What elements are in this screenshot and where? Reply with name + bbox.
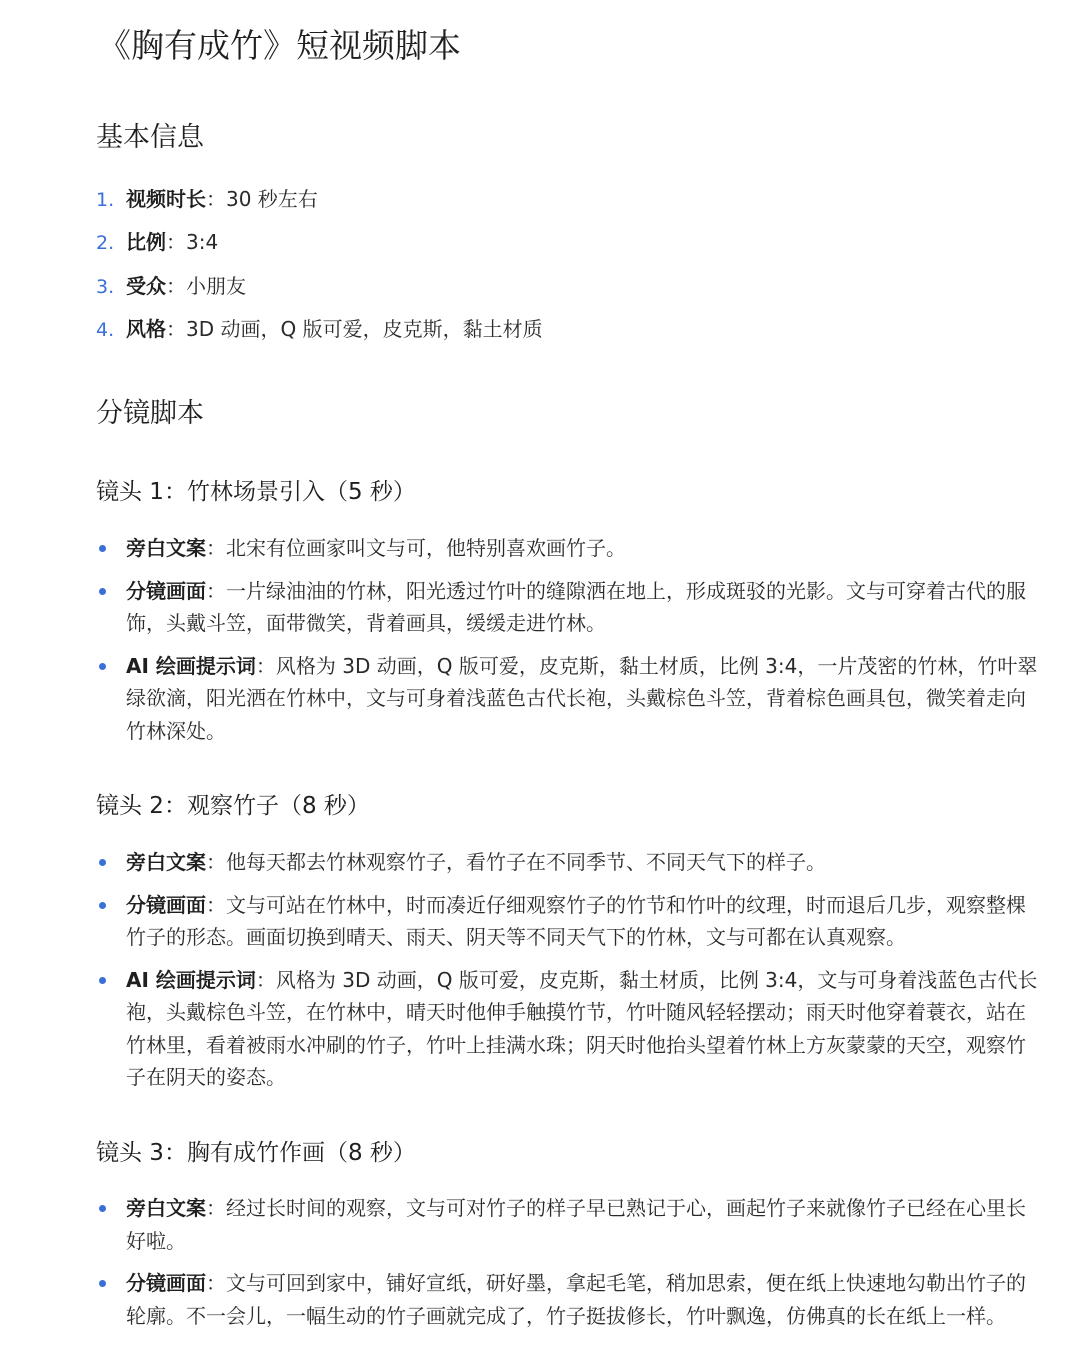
list-item [96, 1267, 1040, 1332]
item-text: 风格为 3D 动画，Q 版可爱，皮克斯，黏土材质，比例 3:4，一片茂密的竹林，竹叶翠绿欲滴，阳光洒在竹林中，文与可身着浅蓝色古代长袍，头戴棕色斗笠，背着棕色画具包，微笑着走向竹林深处。 [126, 653, 1038, 743]
item-text: 文与可站在竹林中，时而凑近仔细观察竹子的竹节和竹叶的纹理，时而退后几步，观察整棵竹子的形态。画面切换到晴天、雨天、阴天等不同天气下的竹林，文与可都在认真观察。 [126, 892, 1026, 949]
item-colon: ： [255, 653, 276, 678]
list-item [96, 575, 1040, 640]
bullet-dot-icon [99, 663, 106, 670]
list-number: 1. [96, 189, 115, 211]
item-colon: ： [206, 1271, 226, 1295]
shot-1-heading: 镜头 1：竹林场景引入（5 秒） [96, 479, 416, 505]
shot-3-heading: 镜头 3：胸有成竹作画（8 秒） [96, 1140, 416, 1166]
bullet-dot-icon [99, 977, 106, 984]
info-value: 30 秒左右 [226, 187, 318, 211]
item-text: 一片绿油油的竹林，阳光透过竹叶的缝隙洒在地上，形成斑驳的光影。文与可穿着古代的服饰，头戴斗笠，面带微笑，背着画具，缓缓走进竹林。 [126, 578, 1026, 635]
item-colon: ： [206, 1196, 226, 1220]
item-label: 分镜画面 [126, 892, 206, 917]
info-value: 小朋友 [186, 273, 246, 298]
item-label: 旁白文案 [126, 1196, 206, 1220]
bullet-dot-icon [99, 1280, 106, 1287]
info-item-style [96, 310, 543, 353]
info-item-ratio [96, 223, 543, 266]
shot-1-list [96, 532, 1040, 757]
storyboard-heading: 分镜脚本 [96, 398, 204, 429]
item-text: 北宋有位画家叫文与可，他特别喜欢画竹子。 [226, 536, 626, 560]
page-title: 《胸有成竹》短视频脚本 [98, 26, 461, 65]
shot-2-list [96, 846, 1040, 1104]
list-item [96, 964, 1040, 1094]
info-label: 比例 [126, 230, 166, 255]
basic-info-list [96, 180, 543, 353]
info-label: 风格 [126, 316, 166, 341]
item-label: 分镜画面 [126, 1271, 206, 1295]
bullet-dot-icon [99, 902, 106, 909]
list-item [96, 650, 1040, 748]
item-colon: ： [255, 967, 276, 992]
item-colon: ： [206, 578, 226, 603]
item-text: 文与可回到家中，铺好宣纸，研好墨，拿起毛笔，稍加思索，便在纸上快速地勾勒出竹子的轮廓。不一会儿，一幅生动的竹子画就完成了，竹子挺拔修长，竹叶飘逸，仿佛真的长在纸上一样。 [126, 1271, 1026, 1328]
info-colon: ： [166, 273, 186, 298]
basic-info-heading: 基本信息 [96, 122, 204, 153]
info-value: 3:4 [186, 230, 219, 255]
list-item [96, 846, 1040, 879]
list-number: 3. [96, 275, 115, 298]
bullet-dot-icon [99, 1205, 106, 1212]
item-colon: ： [206, 850, 226, 874]
info-value: 3D 动画，Q 版可爱，皮克斯，黏土材质 [186, 316, 543, 341]
item-label: AI 绘画提示词 [126, 967, 256, 992]
item-text: 风格为 3D 动画，Q 版可爱，皮克斯，黏土材质，比例 3:4，文与可身着浅蓝色古代长袍，头戴棕色斗笠，在竹林中，晴天时他伸手触摸竹节，竹叶随风轻轻摆动；雨天时他穿着蓑衣，站在竹林里，看着被雨水冲刷的竹子，竹叶上挂满水珠；阴天时他抬头望着竹林上方灰蒙蒙的天空，观察竹子在阴天的姿态。 [126, 967, 1038, 1089]
info-colon: ： [166, 316, 186, 341]
info-label: 受众 [126, 273, 166, 298]
shot-2-heading: 镜头 2：观察竹子（8 秒） [96, 793, 370, 819]
info-item-duration [96, 180, 543, 223]
item-text: 他每天都去竹林观察竹子，看竹子在不同季节、不同天气下的样子。 [226, 850, 826, 874]
list-item [96, 1192, 1040, 1257]
list-number: 2. [96, 232, 115, 255]
info-colon: ： [166, 230, 186, 255]
item-colon: ： [206, 892, 226, 917]
shot-3-list [96, 1192, 1040, 1342]
bullet-dot-icon [99, 859, 106, 866]
item-label: AI 绘画提示词 [126, 653, 256, 678]
item-text: 经过长时间的观察，文与可对竹子的样子早已熟记于心，画起竹子来就像竹子已经在心里长好啦。 [126, 1196, 1026, 1253]
item-label: 分镜画面 [126, 578, 206, 603]
item-label: 旁白文案 [126, 536, 206, 560]
item-colon: ： [206, 536, 226, 560]
bullet-dot-icon [99, 545, 106, 552]
item-label: 旁白文案 [126, 850, 206, 874]
info-label: 视频时长 [126, 187, 206, 211]
info-colon: ： [206, 187, 226, 211]
bullet-dot-icon [99, 588, 106, 595]
list-item [96, 889, 1040, 954]
info-item-audience [96, 267, 543, 310]
list-item [96, 532, 1040, 565]
list-number: 4. [96, 318, 115, 341]
